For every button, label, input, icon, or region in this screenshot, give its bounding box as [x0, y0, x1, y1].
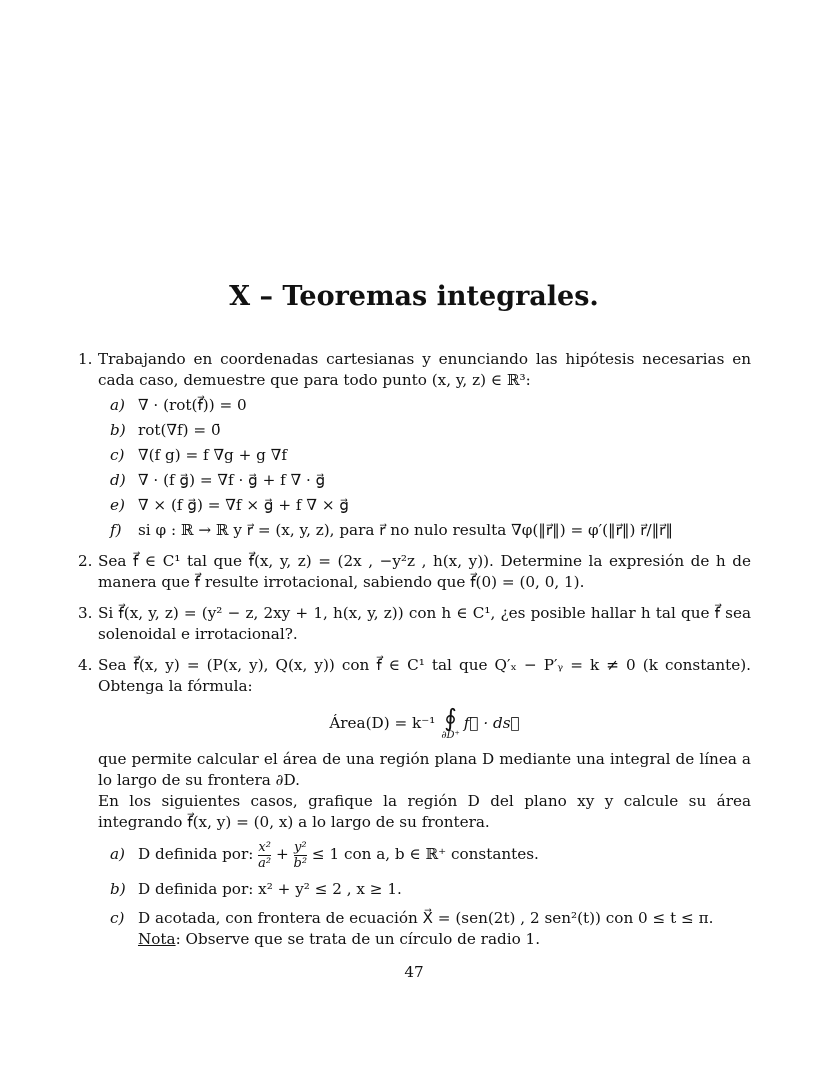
formula-integrand: f⃗ · ds⃗: [463, 713, 520, 732]
formula-lhs: Área(D) = k⁻¹: [329, 713, 436, 732]
exercise-3: [78, 603, 751, 645]
subitem-label: c): [110, 908, 125, 927]
area-formula: [98, 701, 751, 745]
subitem-text: rot(∇f) = 0̄: [138, 421, 221, 439]
subitem-f: [98, 520, 751, 541]
exercise-text: Sea f⃗ ∈ C¹ tal que f⃗(x, y, z) = (2x , −y²z , h(x, y)). Determine la expresión de h de manera que f⃗ resulte irrotacional, sabiendo que f⃗(0) = (0, 0, 1).: [98, 552, 751, 591]
exercise-text: Sea f⃗(x, y) = (P(x, y), Q(x, y)) con f⃗ ∈ C¹ tal que Q′ₓ − P′ᵧ = k ≠ 0 (k constante). Obtenga la fórmula:: [98, 656, 751, 695]
page-title: X – Teoremas integrales.: [229, 281, 599, 312]
exercise-text: Si f⃗(x, y, z) = (y² − z, 2xy + 1, h(x, y, z)) con h ∈ C¹, ¿es posible hallar h tal que f⃗ sea solenoidal e irrotacional?.: [98, 604, 751, 643]
exercise-number: 4.: [78, 656, 93, 674]
exercise-text-continued: que permite calcular el área de una región plana D mediante una integral de línea a lo largo de su frontera ∂D.: [98, 750, 751, 789]
fraction-numerator: y²: [294, 839, 307, 855]
subitem-prefix: D definida por:: [138, 845, 254, 863]
exercise-1: [78, 349, 751, 541]
subitem-label: d): [110, 471, 126, 489]
subitem-label: a): [110, 845, 125, 863]
subitem-text: D acotada, con frontera de ecuación X⃗ = (sen(2t) , 2 sen²(t)) con 0 ≤ t ≤ π.: [138, 908, 714, 927]
subitem-label: a): [110, 396, 125, 414]
subitem-label: c): [110, 446, 125, 464]
subitem-text: ∇(f g) = f ∇g + g ∇f: [138, 446, 287, 464]
note-label: Nota: [138, 929, 176, 948]
subitem-b: [98, 879, 751, 900]
subitem-a: [98, 395, 751, 416]
subitem-suffix: ≤ 1 con a, b ∈ ℝ⁺ constantes.: [311, 845, 539, 863]
exercise-text-cases: En los siguientes casos, grafique la región D del plano xy y calcule su área integrando f⃗(x, y) = (0, x) a lo largo de su frontera.: [98, 792, 751, 831]
subitem-label: e): [110, 496, 125, 514]
fraction-y: [294, 840, 308, 871]
exercise-list: [78, 349, 751, 950]
subitem-text: D definida por: x² + y² ≤ 2 , x ≥ 1.: [138, 879, 402, 898]
page-number: 47: [404, 963, 424, 981]
subitem-e: [98, 495, 751, 516]
subitem-b: [98, 420, 751, 441]
subitem-label: b): [110, 421, 126, 439]
subitem-label: b): [110, 879, 126, 898]
plus-sign: +: [275, 845, 289, 863]
exercise-number: 1.: [78, 350, 93, 368]
exercise-4: [78, 655, 751, 950]
note-text: : Observe que se trata de un círculo de radio 1.: [175, 929, 541, 948]
subitem-c: [98, 908, 751, 950]
subitem-text: ∇ · (rot(f⃗)) = 0: [138, 396, 247, 414]
fraction-denominator: b²: [293, 855, 308, 871]
fraction-x: [258, 840, 271, 871]
fraction-numerator: x²: [258, 839, 271, 855]
subitem-c: [98, 445, 751, 466]
subitem-text: si φ : ℝ → ℝ y r⃗ = (x, y, z), para r⃗ no nulo resulta ∇φ(‖r⃗‖) = φ′(‖r⃗‖) r⃗/‖r⃗‖: [138, 521, 674, 539]
subitem-text: ∇ · (f g⃗) = ∇f · g⃗ + f ∇ · g⃗: [138, 471, 326, 489]
exercise-number: 2.: [78, 552, 93, 570]
exercise-text: Trabajando en coordenadas cartesianas y enunciando las hipótesis necesarias en cada caso, demuestre que para todo punto (x, y, z) ∈ ℝ³:: [98, 350, 751, 389]
fraction-denominator: a²: [258, 855, 272, 871]
exercise-number: 3.: [78, 604, 93, 622]
subitem-d: [98, 470, 751, 491]
subitem-text: ∇ × (f g⃗) = ∇f × g⃗ + f ∇ × g⃗: [138, 496, 350, 514]
integral-subscript: ∂D⁺: [441, 730, 460, 741]
subitem-a: [98, 839, 751, 871]
note: [138, 929, 751, 950]
contour-integral-symbol: ∮: [444, 704, 457, 732]
exercise-2: [78, 551, 751, 593]
subitem-label: f): [110, 521, 122, 539]
